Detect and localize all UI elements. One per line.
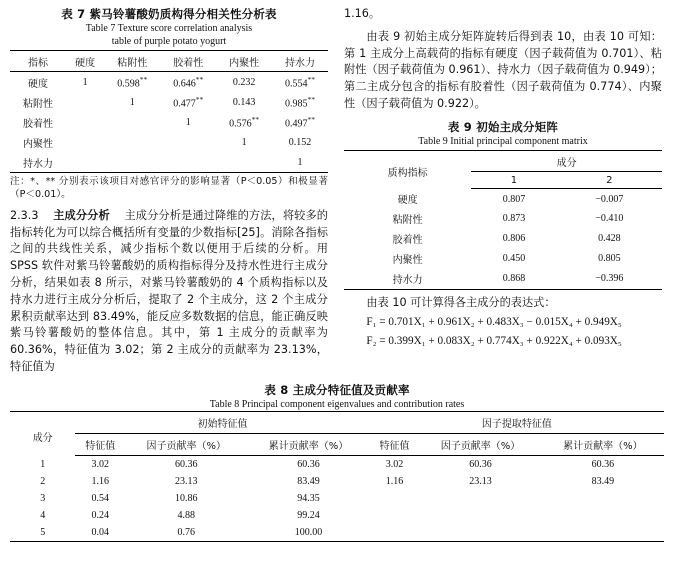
table-row xyxy=(10,507,664,524)
table7-col-1: 硬度 xyxy=(66,51,104,72)
table7-r1-c3: 0.477** xyxy=(173,94,204,110)
table8-r4-c3: 100.00 xyxy=(247,524,369,542)
table9-subcol-2: 2 xyxy=(557,172,662,189)
table-row xyxy=(10,473,664,490)
table7-r2-c3: 1 xyxy=(185,116,191,128)
left-column xyxy=(10,6,328,376)
table-row xyxy=(10,152,328,173)
table8-title-cn: 表 8 主成分特征值及贡献率 xyxy=(264,382,410,397)
table7-r1-c5: 0.985** xyxy=(285,94,316,110)
table8-r2-c1: 0.54 xyxy=(91,493,110,505)
table8-subcol-0: 特征值 xyxy=(75,434,125,456)
table7-r1-c1 xyxy=(66,92,104,112)
table7-r3-c5: 0.152 xyxy=(288,136,312,148)
table7-r4-c2 xyxy=(104,152,160,173)
table-row xyxy=(10,524,664,542)
table7-r3-c3 xyxy=(160,132,216,152)
table7-r3-c0: 内聚性 xyxy=(22,138,53,150)
table7-col-4: 内聚性 xyxy=(216,51,272,72)
table7-block xyxy=(10,6,328,202)
section-heading: 主成分分析 xyxy=(53,208,110,222)
section-2-3-3 xyxy=(10,208,328,376)
table7-r4-c1 xyxy=(66,152,104,173)
table7-r3-c2 xyxy=(104,132,160,152)
table8-r0-c3: 60.36 xyxy=(297,459,320,471)
table8-subcol-1: 因子贡献率（%） xyxy=(125,434,247,456)
table7-title-cn: 表 7 紫马铃薯酸奶质构得分相关性分析表 xyxy=(61,7,277,21)
table8-r2-c5 xyxy=(419,490,541,507)
table7-r4-c3 xyxy=(160,152,216,173)
table9-block xyxy=(344,119,662,290)
table8-r2-c2: 10.86 xyxy=(175,493,198,505)
table8-r1-c3: 83.49 xyxy=(297,476,320,488)
table7-r0-c4: 0.232 xyxy=(232,76,256,88)
table9-r4-c0: 持水力 xyxy=(344,269,471,290)
table9 xyxy=(344,150,662,290)
section-number: 2.3.3 xyxy=(10,208,39,222)
table8-r4-c4 xyxy=(370,524,420,542)
table9-r1-c0: 粘附性 xyxy=(392,215,423,227)
table7-r0-c2: 0.598** xyxy=(117,74,148,90)
table9-r2-c0: 胶着性 xyxy=(392,235,423,247)
formula-f1: F₁ = 0.701X₁ + 0.961X₂ + 0.483X₃ − 0.015X₄ + 0.949X₅ xyxy=(366,315,622,328)
table8-r3-c4 xyxy=(370,507,420,524)
two-column-layout xyxy=(10,6,664,376)
table9-r3-c1: 0.450 xyxy=(502,253,526,265)
table7-r0-c0: 硬度 xyxy=(27,78,48,90)
table7-r0-c3: 0.646** xyxy=(173,74,204,90)
table8-r0-c1: 3.02 xyxy=(91,459,110,471)
table8-r0-c6: 60.36 xyxy=(591,459,615,471)
table9-r4-c2: −0.396 xyxy=(557,269,662,290)
table9-r0-c1: 0.807 xyxy=(502,193,526,205)
table9-r3-c2: 0.805 xyxy=(598,253,621,265)
table7-r3-c1 xyxy=(66,132,104,152)
table7-r2-c1 xyxy=(66,112,104,132)
table8 xyxy=(10,411,664,542)
table7-r2-c5: 0.497** xyxy=(285,114,316,130)
table7-r2-c4: 0.576** xyxy=(229,114,260,130)
table7-title-en: Table 7 Texture score correlation analysis xyxy=(85,23,253,34)
table8-r1-c4: 1.16 xyxy=(385,476,404,488)
table8-r3-c3: 99.24 xyxy=(297,510,320,522)
table8-subcol-5: 累计贡献率（%） xyxy=(542,434,664,456)
table8-r4-c1: 0.04 xyxy=(75,524,125,542)
table8-r0-c4: 3.02 xyxy=(385,459,404,471)
table7-r1-c2: 1 xyxy=(129,96,135,108)
table8-r1-c5: 23.13 xyxy=(469,476,492,488)
section-paragraph: 主成分分析是通过降维的方法，将较多的指标转化为可以综合概括所有变量的少数指标[25]。消除各指标之间的共线性关系，减少指标个数以便用于后续的分析。用 SPSS 软件对紫马铃薯酸奶的质构指标得分及持水性进行主成分分析，结果如表 8 所示，对紫马铃薯酸奶的 4 个质构指标以及持水力进行主成分分析后，提取了 2 个主成分，这 2 个主成分累积贡献率达到 83.49%，能反应多数数据的信息，能正确反映紫马铃薯酸奶的整体信息。其中，第 1 主成分的贡献率为 60.36%，特征值为 3.02；第 2 主成分的贡献率为 23.13%，特征值为 xyxy=(10,208,328,374)
table-row xyxy=(344,269,662,290)
table8-r2-c6 xyxy=(542,490,664,507)
table9-group-header: 成分 xyxy=(471,151,662,172)
table-row xyxy=(344,229,662,249)
table7-r2-c0: 胶着性 xyxy=(22,118,53,130)
table8-subcol-3: 特征值 xyxy=(370,434,420,456)
table7-r4-c5: 1 xyxy=(272,152,328,173)
table-row xyxy=(10,490,664,507)
table9-r4-c1: 0.868 xyxy=(471,269,557,290)
table7-col-5: 持水力 xyxy=(272,51,328,72)
table7-col-3: 胶着性 xyxy=(160,51,216,72)
table8-first-col-header: 成分 xyxy=(10,412,75,456)
table-row xyxy=(344,189,662,209)
table8-r3-c5 xyxy=(419,507,541,524)
table7-r1-c4: 0.143 xyxy=(232,96,256,108)
table8-r2-c4 xyxy=(370,490,420,507)
table7-r4-c4 xyxy=(216,152,272,173)
table8-r4-c2: 0.76 xyxy=(125,524,247,542)
table8-r3-c2: 4.88 xyxy=(177,510,196,522)
table-row xyxy=(10,92,328,112)
table9-r1-c1: 0.873 xyxy=(502,213,526,225)
right-column xyxy=(344,6,662,376)
formula-f2: F₂ = 0.399X₁ + 0.083X₂ + 0.774X₃ + 0.922X₄ + 0.093X₅ xyxy=(366,334,622,347)
carry-over-line: 1.16。 xyxy=(344,7,381,20)
table8-header-row-2 xyxy=(10,434,664,456)
table-row xyxy=(10,456,664,474)
table-row xyxy=(10,132,328,152)
table8-subcol-2: 累计贡献率（%） xyxy=(247,434,369,456)
table9-header-row-1 xyxy=(344,151,662,172)
table8-r2-c0: 3 xyxy=(40,493,46,505)
table-row xyxy=(344,249,662,269)
table7-r0-c5: 0.554** xyxy=(285,74,316,90)
table8-r3-c0: 4 xyxy=(40,510,46,522)
table8-r4-c6 xyxy=(542,524,664,542)
table7-subtitle-en: table of purple potato yogurt xyxy=(111,35,227,47)
table8-group1-header: 初始特征值 xyxy=(75,412,369,434)
table7-note: 注：*、** 分别表示该项目对感官评分的影响显著（P＜0.05）和极显著（P＜0.01）。 xyxy=(10,176,328,200)
table8-r1-c0: 2 xyxy=(40,476,46,488)
table7-r2-c2 xyxy=(104,112,160,132)
table8-r3-c1: 0.24 xyxy=(91,510,110,522)
table7-col-0: 指标 xyxy=(10,51,66,72)
table-row xyxy=(10,112,328,132)
table8-block xyxy=(10,382,664,543)
table9-r0-c2: −0.007 xyxy=(595,193,624,205)
table9-r2-c1: 0.806 xyxy=(502,233,526,245)
table9-r1-c2: −0.410 xyxy=(595,213,624,225)
table8-r0-c2: 60.36 xyxy=(175,459,198,471)
table8-r2-c3: 94.35 xyxy=(297,493,320,505)
table7-col-2: 粘附性 xyxy=(104,51,160,72)
table8-r4-c5 xyxy=(419,524,541,542)
table8-header-row-1 xyxy=(10,412,664,434)
table7-r1-c0: 粘附性 xyxy=(22,98,53,110)
table9-r2-c2: 0.428 xyxy=(598,233,621,245)
table8-subcol-4: 因子贡献率（%） xyxy=(419,434,541,456)
table8-r1-c2: 23.13 xyxy=(175,476,198,488)
table7 xyxy=(10,50,328,173)
table8-r4-c0: 5 xyxy=(10,524,75,542)
table8-group2-header: 因子提取特征值 xyxy=(370,412,664,434)
table9-index-header: 质构指标 xyxy=(344,151,471,189)
table7-r3-c4: 1 xyxy=(241,136,247,148)
right-paragraph-1: 由表 9 初始主成分矩阵旋转后得到表 10，由表 10 可知：第 1 主成分上高载荷的指标有硬度（因子载荷值为 0.701）、粘附性（因子载荷值为 0.961）、持水力（因子载荷值为 0.949）；第二主成分包含的指标有胶着性（因子载荷值为 0.774）、内聚性（因子载荷值为 0.922）。 xyxy=(344,29,662,110)
table7-header-row xyxy=(10,51,328,72)
table7-r4-c0: 持水力 xyxy=(10,152,66,173)
table8-r0-c5: 60.36 xyxy=(469,459,492,471)
table9-r0-c0: 硬度 xyxy=(397,195,418,207)
table-row xyxy=(10,72,328,93)
table9-subcol-1: 1 xyxy=(471,172,557,189)
table9-title-en: Table 9 Initial principal component matrix xyxy=(418,135,588,147)
table7-r0-c1: 1 xyxy=(82,76,88,88)
table8-r0-c0: 1 xyxy=(40,459,46,471)
table8-r3-c6 xyxy=(542,507,664,524)
table9-title-cn: 表 9 初始主成分矩阵 xyxy=(447,119,559,134)
table-row xyxy=(344,209,662,229)
table8-title-en: Table 8 Principal component eigenvalues and contribution rates xyxy=(209,398,465,410)
formula-lead: 由表 10 可计算得各主成分的表达式： xyxy=(366,295,556,309)
table9-r3-c0: 内聚性 xyxy=(392,255,423,267)
table8-r1-c1: 1.16 xyxy=(91,476,110,488)
table8-r1-c6: 83.49 xyxy=(591,476,615,488)
